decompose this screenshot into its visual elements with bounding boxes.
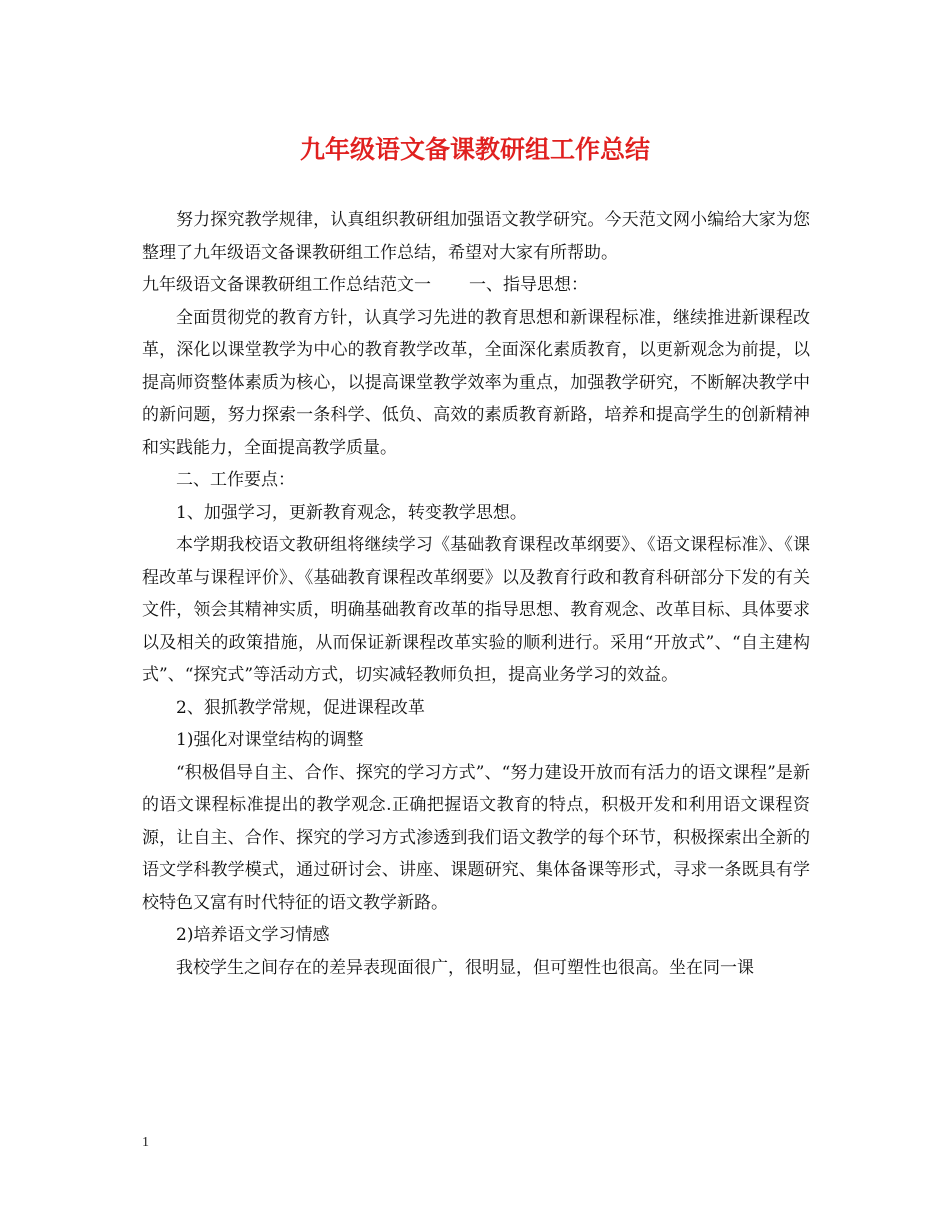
sub1-heading: 1)强化对课堂结构的调整 <box>176 730 364 750</box>
point1-heading: 1、加强学习，更新教育观念，转变教学思想。 <box>176 502 527 523</box>
section1-heading: 一、指导思想： <box>469 275 588 295</box>
sub2-heading: 2)培养语文学习情感 <box>176 925 330 945</box>
section1-paragraph: 全面贯彻党的教育方针，认真学习先进的教育思想和新课程标准，继续推进新课程改革，深化以课堂教学为中心的教育教学改革，全面深化素质教育，以更新观念为前提，以提高师资整体素质为核心，以提高课堂教学效率为重点，加强教学研究，不断解决教学中的新问题，努力探索一条科学、低负、高效的素质教育新路，培养和提高学生的创新精神和实践能力，全面提高教学质量。 <box>142 307 810 458</box>
point1-paragraph: 本学期我校语文教研组将继续学习《基础教育课程改革纲要》、《语文课程标准》、《课程改革与课程评价》、《基础教育课程改革纲要》以及教育行政和教育科研部分下发的有关文件，领会其精神实质，明确基础教育改革的指导思想、教育观念、改革目标、具体要求以及相关的政策措施，从而保证新课程改革实验的顺利进行。采用“开放式”、“自主建构式”、“探究式”等活动方式，切实减轻教师负担，提高业务学习的效益。 <box>142 535 810 685</box>
document-title: 九年级语文备课教研组工作总结 <box>299 135 650 164</box>
sample-heading: 九年级语文备课教研组工作总结范文一 <box>142 275 431 295</box>
page-number: 1 <box>142 1135 149 1150</box>
sample-heading-line <box>142 269 810 302</box>
point2-heading: 2、狠抓教学常规，促进课程改革 <box>176 697 425 718</box>
document-body <box>142 204 810 984</box>
sub2-paragraph: 我校学生之间存在的差异表现面很广，很明显，但可塑性也很高。坐在同一课 <box>176 957 754 978</box>
sub1-paragraph: “积极倡导自主、合作、探究的学习方式”、“努力建设开放而有活力的语文课程”是新的语文课程标准提出的教学观念.正确把握语文教育的特点，积极开发和利用语文课程资源，让自主、合作、探究的学习方式渗透到我们语文教学的每个环节，积极探索出全新的语文学科教学模式，通过研讨会、讲座、课题研究、集体备课等形式，寻求一条既具有学校特色又富有时代特征的语文教学新路。 <box>142 762 810 913</box>
intro-paragraph: 努力探究教学规律，认真组织教研组加强语文教学研究。今天范文网小编给大家为您整理了九年级语文备课教研组工作总结，希望对大家有所帮助。 <box>142 210 810 263</box>
section2-heading: 二、工作要点： <box>176 470 295 490</box>
